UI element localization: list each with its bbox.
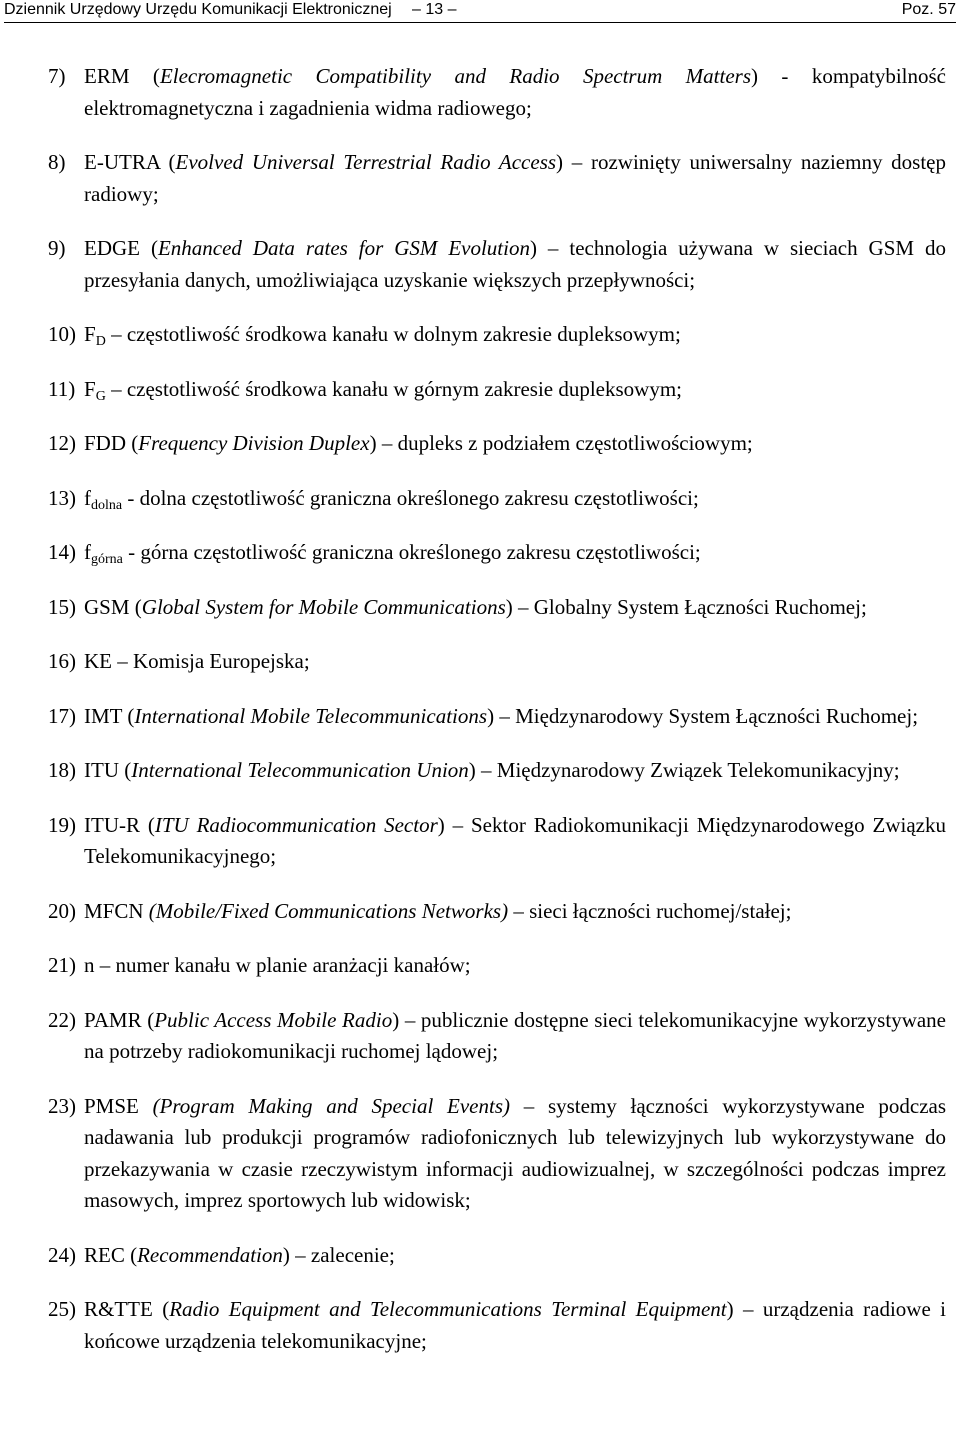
term-expansion: Elecromagnetic Compatibility and Radio Spectrum Matters [159, 64, 752, 88]
term-expansion: Radio Equipment and Telecommunications Terminal Equipment [169, 1297, 727, 1321]
definition-item [48, 810, 946, 873]
term: ITU [84, 758, 119, 782]
open-paren: ( [141, 1007, 155, 1032]
definition-item [48, 646, 946, 678]
definition-item [48, 319, 946, 351]
term: FDD [84, 431, 127, 455]
term-expansion: Public Access Mobile Radio [154, 1007, 393, 1032]
item-number: 22) [48, 1007, 76, 1032]
item-number: 23) [48, 1093, 76, 1118]
item-number: 11) [48, 376, 76, 401]
definition-text: – rozwinięty uniwersalny naziemny dostęp radiowy; [84, 150, 946, 206]
item-number: 13) [48, 485, 76, 510]
definition-text: – zalecenie; [289, 1242, 395, 1267]
item-number: 12) [48, 431, 76, 455]
item-number: 19) [48, 812, 76, 837]
close-paren: ) [505, 594, 513, 619]
item-number: 7) [48, 64, 66, 88]
open-paren [139, 1094, 153, 1118]
definition-text: – częstotliwość środkowa kanału w górnym zakresie dupleksowym; [105, 376, 683, 401]
term: R&TTE [84, 1297, 153, 1321]
open-paren: ( [119, 758, 132, 782]
close-paren: ) [392, 1007, 400, 1032]
definition-item [48, 428, 946, 460]
position-number: Poz. 57 [901, 1, 956, 18]
definition-text: – Komisja Europejska; [112, 649, 310, 673]
item-number: 25) [48, 1297, 76, 1321]
term: PAMR [84, 1007, 142, 1032]
term-subscript: G [95, 388, 106, 404]
term: EDGE [84, 236, 140, 260]
term: E-UTRA [84, 150, 160, 174]
definition-text: – urządzenia radiowe i końcowe urządzenia telekomunikacyjne; [84, 1297, 946, 1353]
term-expansion: Recommendation [137, 1242, 283, 1267]
term-expansion: Frequency Division Duplex [138, 431, 370, 455]
open-paren: ( [159, 150, 176, 174]
page-number: – 13 – [412, 1, 457, 18]
item-number: 15) [48, 594, 76, 619]
term: PMSE [84, 1093, 139, 1118]
open-paren: ( [140, 812, 155, 837]
definition-item [48, 147, 946, 210]
open-paren: ( [126, 431, 139, 455]
definition-item [48, 537, 946, 569]
term: f [84, 540, 91, 564]
item-number: 10) [48, 322, 76, 346]
definition-item [48, 1005, 946, 1068]
open-paren: ( [122, 703, 135, 728]
definition-item [48, 1294, 946, 1357]
term: REC [84, 1242, 125, 1267]
definitions-list [48, 61, 946, 1380]
journal-title: Dziennik Urzędowy Urzędu Komunikacji Elektronicznej [4, 1, 392, 18]
definition-text: – Sektor Radiokomunikacji Międzynarodowego Związku Telekomunikacyjnego; [84, 812, 947, 868]
definition-item [48, 61, 946, 124]
term: IMT [84, 703, 123, 728]
term: F [84, 376, 96, 401]
close-paren: ) [437, 812, 445, 837]
open-paren: ( [129, 64, 160, 88]
close-paren: ) [282, 1242, 290, 1267]
close-paren: ) [726, 1297, 734, 1321]
definition-item [48, 483, 946, 515]
term-expansion: (Program Making and Special Events) [152, 1093, 510, 1118]
item-number: 20) [48, 898, 76, 923]
item-number: 18) [48, 758, 76, 782]
item-number: 14) [48, 540, 76, 564]
page-header [4, 0, 956, 23]
term-subscript: D [95, 334, 106, 349]
term-expansion: Enhanced Data rates for GSM Evolution [157, 236, 530, 260]
open-paren: ( [152, 1297, 170, 1321]
term-subscript: górna [91, 552, 123, 567]
open-paren: ( [140, 236, 158, 260]
definition-item [48, 950, 946, 982]
term-expansion: (Mobile/Fixed Communications Networks) [148, 898, 509, 923]
definition-text: – sieci łączności ruchomej/stałej; [508, 898, 792, 923]
definition-item [48, 1091, 946, 1217]
close-paren: ) [529, 236, 537, 260]
definition-text: – technologia używana w sieciach GSM do przesyłania danych, umożliwiająca uzyskanie większych przepływności; [84, 236, 947, 292]
term: ITU-R [84, 812, 140, 837]
definition-text: – Międzynarodowy Związek Telekomunikacyjny; [475, 758, 900, 782]
term: MFCN [84, 898, 144, 923]
definition-item [48, 233, 946, 296]
term-subscript: dolna [91, 497, 123, 513]
close-paren: ) [556, 150, 564, 174]
definition-item [48, 374, 946, 406]
definition-item [48, 1240, 946, 1272]
close-paren: ) [751, 64, 759, 88]
item-number: 17) [48, 703, 76, 728]
item-number: 16) [48, 649, 76, 673]
term: KE [84, 649, 112, 673]
definition-item [48, 755, 946, 787]
definition-text: – częstotliwość środkowa kanału w dolnym zakresie dupleksowym; [105, 322, 681, 346]
term-expansion: International Mobile Telecommunications [134, 703, 488, 728]
term-expansion: Global System for Mobile Communications [141, 594, 506, 619]
item-number: 24) [48, 1242, 76, 1267]
definition-text: – Międzynarodowy System Łączności Ruchomej; [494, 703, 919, 728]
term: ERM [84, 64, 130, 88]
close-paren: ) [487, 703, 495, 728]
close-paren: ) [468, 758, 476, 782]
term: F [84, 322, 96, 346]
open-paren: ( [129, 594, 142, 619]
definition-text: - kompatybilność elektromagnetyczna i zagadnienia widma radiowego; [84, 64, 946, 120]
term-expansion: International Telecommunication Union [131, 758, 469, 782]
definition-text: - górna częstotliwość graniczna określonego zakresu częstotliwości; [122, 540, 701, 564]
item-number: 8) [48, 150, 66, 174]
term: GSM [84, 594, 130, 619]
close-paren: ) [369, 431, 377, 455]
item-number: 21) [48, 953, 76, 977]
term: n [84, 953, 95, 977]
open-paren: ( [124, 1242, 138, 1267]
definition-item [48, 592, 946, 624]
term: f [84, 485, 91, 510]
definition-text: – systemy łączności wykorzystywane podczas nadawania lub produkcji programów radiofonicznych lub telewizyjnych lub wykorzystywane do przekazywania w czasie rzeczywistym informacji audiowizualnej, w szczególności podczas imprez masowych, imprez sportowych lub widowisk; [84, 1093, 947, 1212]
item-number: 9) [48, 236, 66, 260]
term-expansion: ITU Radiocommunication Sector [154, 812, 438, 837]
definition-text: – dupleks z podziałem częstotliwościowym; [376, 431, 753, 455]
term-expansion: Evolved Universal Terrestrial Radio Access [175, 150, 557, 174]
definition-text: – numer kanału w planie aranżacji kanałów; [94, 953, 471, 977]
definition-item [48, 896, 946, 928]
definition-text: – Globalny System Łączności Ruchomej; [512, 594, 867, 619]
definition-text: - dolna częstotliwość graniczna określonego zakresu częstotliwości; [122, 485, 699, 510]
definition-text: – publicznie dostępne sieci telekomunikacyjne wykorzystywane na potrzeby radiokomunikacji ruchomej lądowej; [84, 1007, 947, 1063]
definition-item [48, 701, 946, 733]
